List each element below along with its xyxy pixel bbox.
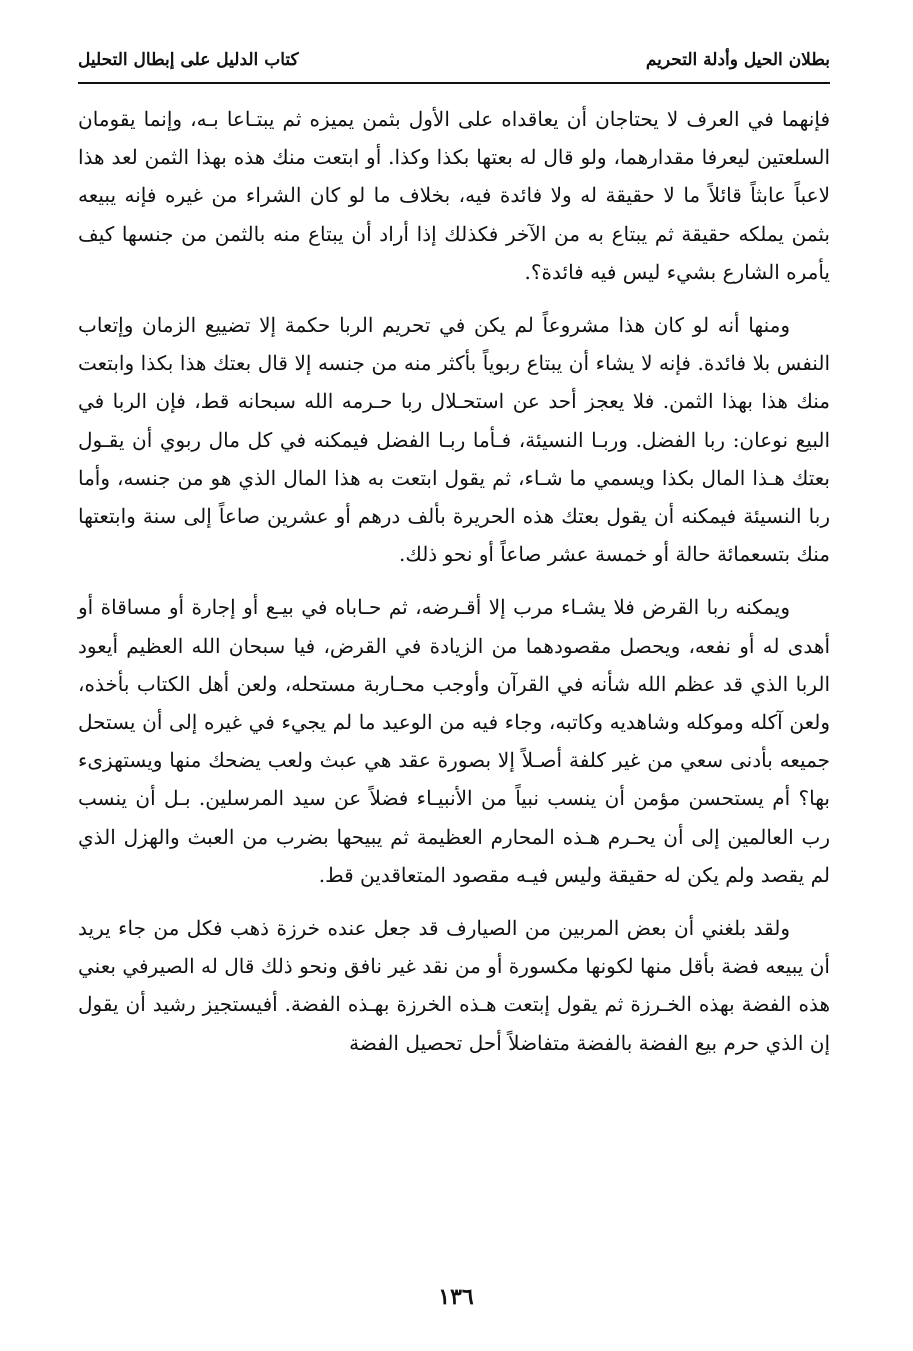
- paragraph-1: فإنهما في العرف لا يحتاجان أن يعاقداه على الأول بثمن يميزه ثم يبتـاعا بـه، وإنما يقومان السلعتين ليعرفا مقدارهما، ولو قال له بعتها بكذا وكذا. أو ابتعت منك هذه بهذا الثمن لعد هذا لاعباً عابثاً قائلاً ما لا حقيقة له ولا فائدة فيه، بخلاف ما لو كان الشراء من غيره فإنه يبيعه بثمن يملكه حقيقة ثم يبتاع به من الآخر فكذلك إذا أراد أن يبتاع منه بالثمن من جنسها كيف يأمره الشارع بشيء ليس فيه فائدة؟.: [78, 107, 830, 284]
- header-right-title: بطلان الحيل وأدلة التحريم: [645, 50, 830, 70]
- paragraph-4: ولقد بلغني أن بعض المربين من الصيارف قد جعل عنده خرزة ذهب فكل من جاء يريد أن يبيعه فضة بأقل منها لكونها مكسورة أو من نقد غير نافق ونحو ذلك قال له الصيرفي بعني هذه الفضة بهذه الخـرزة ثم يقول إبتعت هـذه الخرزة بهـذه الفضة. أفيستجيز رشيد أن يقول إن الذي حرم بيع الفضة بالفضة متفاضلاً أحل تحصيل الفضة: [78, 916, 830, 1055]
- running-header: [78, 42, 830, 78]
- header-rule: [78, 82, 830, 84]
- paragraph-3: ويمكنه ربا القرض فلا يشـاء مرب إلا أقـرضه، ثم حـاباه في بيـع أو إجارة أو مساقاة أو أهدى له أو نفعه، ويحصل مقصودهما من الزيادة في القرض، فيا سبحان الله العظيم أيعود الربا الذي قد عظم الله شأنه في القرآن وأوجب محـاربة مستحله، ولعن أهل الكتاب بأخذه، ولعن آكله وموكله وشاهديه وكاتبه، وجاء فيه من الوعيد ما لم يجيء في غيره إلى أن يستحل جميعه بأدنى سعي من غير كلفة أصـلاً إلا بصورة عقد هي عبث ولعب يضحك منها ويستهزىء بها؟ أم يستحسن مؤمن أن ينسب نبياً من الأنبيـاء فضلاً عن سيد المرسلين. بـل أن ينسب رب العالمين إلى أن يحـرم هـذه المحارم العظيمة ثم يبيحها بضرب من العبث والهزل الذي لم يقصد ولم يكن له حقيقة وليس فيـه مقصود المتعاقدين قط.: [78, 595, 830, 887]
- header-left-title: كتاب الدليل على إبطال التحليل: [78, 50, 299, 70]
- page-number: ١٣٦: [438, 1284, 474, 1310]
- paragraph-2: ومنها أنه لو كان هذا مشروعاً لم يكن في تحريم الربا حكمة إلا تضييع الزمان وإتعاب النفس بلا فائدة. فإنه لا يشاء أن يبتاع ربوياً بأكثر منه من جنسه إلا قال بعتك هذا بكذا وابتعت منك هذا بهذا الثمن. فلا يعجز أحد عن استحـلال ربا حـرمه الله سبحانه قط، فإن الربا في البيع نوعان: ربا الفضل. وربـا النسيئة، فـأما ربـا الفضل فيمكنه في كل مال ربوي أن يقـول بعتك هـذا المال بكذا ويسمي ما شـاء، ثم يقول ابتعت به هذا المال الذي هو من جنسه، وأما ربا النسيئة فيمكنه أن يقول بعتك هذه الحريرة بألف درهم أو عشرين صاعاً إلى سنة وابتعتها منك بتسعمائة حالة أو خمسة عشر صاعاً أو نحو ذلك.: [78, 313, 830, 567]
- body-text: [78, 100, 830, 1077]
